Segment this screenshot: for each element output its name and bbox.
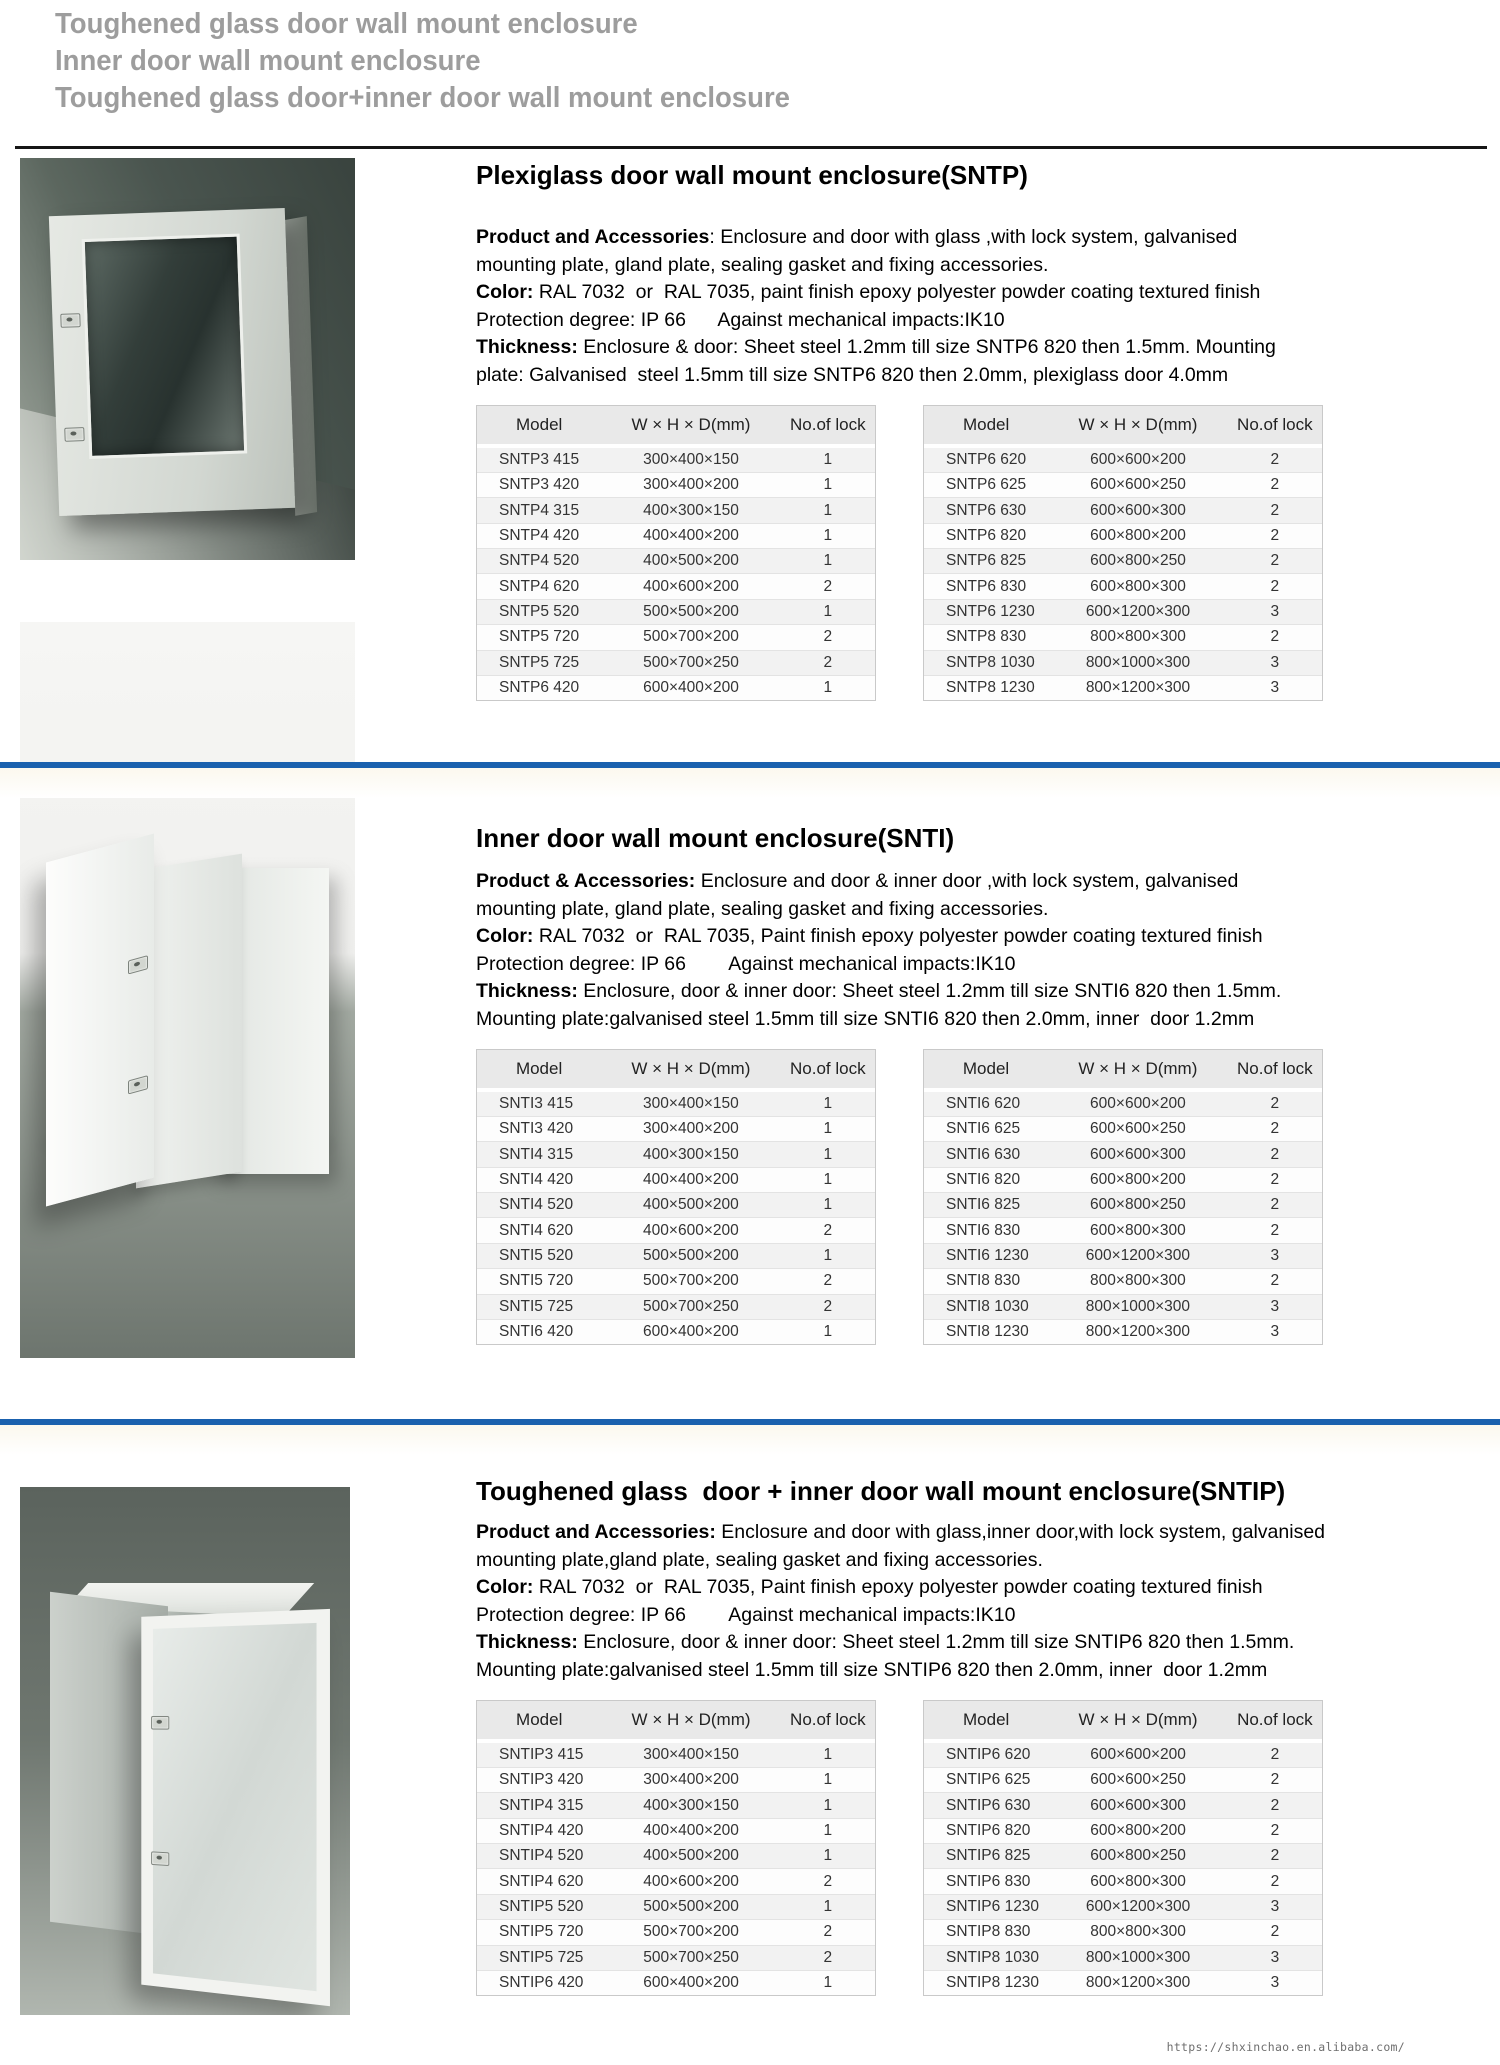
lock-cell: 2 <box>1228 1268 1322 1293</box>
lock-cell: 1 <box>781 548 875 573</box>
model-cell: SNTP4 420 <box>477 523 601 548</box>
lock-cell: 1 <box>781 1141 875 1166</box>
dims-cell: 600×800×250 <box>1048 1192 1228 1217</box>
dims-cell: 500×700×250 <box>601 1945 780 1970</box>
column-header-model: Model <box>477 1050 601 1092</box>
lock-cell: 2 <box>1228 1868 1322 1893</box>
dims-cell: 600×800×250 <box>1048 548 1227 573</box>
lock-cell: 1 <box>781 1116 875 1141</box>
dims-cell: 600×1200×300 <box>1048 1894 1227 1919</box>
section-content <box>476 1476 1492 1996</box>
model-cell: SNTP3 415 <box>499 450 580 468</box>
dims-cell: 400×500×200 <box>601 548 780 573</box>
column-header-model: Model <box>477 406 601 448</box>
model-cell: SNTI5 720 <box>477 1268 601 1293</box>
section-divider <box>0 1419 1500 1425</box>
dims-cell: 600×600×300 <box>1048 497 1227 522</box>
dims-cell: 300×400×200 <box>601 1767 780 1792</box>
lock-cell: 2 <box>1228 523 1322 548</box>
model-cell: SNTIP6 420 <box>477 1970 601 1995</box>
dims-cell: 600×600×200 <box>1090 450 1186 468</box>
description-line: mounting plate,gland plate, sealing gasket and fixing accessories. <box>476 1548 1043 1571</box>
dims-cell: 800×1000×300 <box>1048 1945 1227 1970</box>
model-cell: SNTP6 1230 <box>924 599 1048 624</box>
table-row <box>924 1970 1322 1995</box>
dims-cell: 300×400×200 <box>601 472 780 497</box>
model-cell: SNTI6 825 <box>924 1192 1048 1217</box>
column-header-model: Model <box>924 406 1048 448</box>
lock-cell: 1 <box>781 675 875 700</box>
dims-cell: 500×700×200 <box>601 1268 780 1293</box>
lock-cell: 2 <box>1228 1141 1322 1166</box>
lock-cell: 1 <box>781 1767 875 1792</box>
lock-cell: 1 <box>781 1243 875 1268</box>
lock-cell: 3 <box>1228 1319 1322 1344</box>
model-cell: SNTIP3 415 <box>499 1745 584 1763</box>
dims-cell: 800×800×300 <box>1048 1268 1228 1293</box>
model-cell: SNTI8 830 <box>924 1268 1048 1293</box>
lock-cell: 1 <box>781 599 875 624</box>
model-cell: SNTI4 620 <box>477 1217 601 1242</box>
model-cell: SNTP4 620 <box>477 573 601 598</box>
lock-cell: 1 <box>781 523 875 548</box>
description-line: Protection degree: IP 66 Against mechanical impacts:IK10 <box>476 952 1016 975</box>
model-cell: SNTI3 420 <box>477 1116 601 1141</box>
dims-cell: 500×500×200 <box>601 1243 780 1268</box>
dims-cell: 400×300×150 <box>601 1792 780 1817</box>
lock-cell: 2 <box>1270 1745 1280 1763</box>
column-header-lock: No.of lock <box>1228 406 1322 448</box>
description-line: Protection degree: IP 66 Against mechanical impacts:IK10 <box>476 308 1005 331</box>
model-cell: SNTP5 725 <box>477 650 601 675</box>
column-header-model: Model <box>924 1701 1048 1743</box>
table-row <box>477 1970 875 1995</box>
dims-cell: 400×400×200 <box>601 1167 780 1192</box>
dims-cell: 400×300×150 <box>601 1141 780 1166</box>
lock-cell: 1 <box>781 472 875 497</box>
table-row <box>924 1919 1322 1944</box>
header-line-2: Inner door wall mount enclosure <box>55 45 481 77</box>
footer <box>1167 2038 1405 2056</box>
dims-cell: 800×1000×300 <box>1048 650 1227 675</box>
model-cell: SNTIP6 830 <box>924 1868 1048 1893</box>
dims-cell: 800×1200×300 <box>1048 675 1227 700</box>
column-header-dims: W × H × D(mm) <box>601 1701 780 1743</box>
lock-cell: 1 <box>823 1094 833 1112</box>
dims-cell: 600×800×200 <box>1048 1818 1227 1843</box>
description-line: Product & Accessories: Enclosure and door & inner door ,with lock system, galvanised <box>476 870 1239 892</box>
lock-cell: 2 <box>1228 1792 1322 1817</box>
dims-cell: 500×700×200 <box>601 1919 780 1944</box>
dims-cell: 800×1200×300 <box>1048 1970 1227 1995</box>
dims-cell: 300×400×150 <box>643 450 739 468</box>
section-title: Toughened glass door + inner door wall mount enclosure(SNTIP) <box>476 1476 1286 1506</box>
lock-cell: 1 <box>823 1745 833 1763</box>
dims-cell: 600×400×200 <box>601 1970 780 1995</box>
lock-cell: 3 <box>1228 1945 1322 1970</box>
lock-cell: 1 <box>781 1167 875 1192</box>
table-row <box>924 1767 1322 1792</box>
dims-cell: 600×600×250 <box>1048 1116 1228 1141</box>
model-cell: SNTI6 420 <box>477 1319 601 1344</box>
column-header-lock: No.of lock <box>1228 1050 1322 1092</box>
lock-cell: 1 <box>781 497 875 522</box>
description-line: mounting plate, gland plate, sealing gasket and fixing accessories. <box>476 897 1049 920</box>
dims-cell: 800×1000×300 <box>1048 1294 1228 1319</box>
model-cell: SNTIP8 1030 <box>924 1945 1048 1970</box>
description-line: Product and Accessories: Enclosure and door with glass ,with lock system, galvanised <box>476 226 1238 248</box>
table-row <box>924 1843 1322 1868</box>
description-line: Color: RAL 7032 or RAL 7035, Paint finish epoxy polyester powder coating textured finish <box>476 925 1263 948</box>
lock-cell: 2 <box>1228 472 1322 497</box>
lock-cell: 1 <box>781 1970 875 1995</box>
dims-cell: 300×400×150 <box>643 1094 739 1112</box>
dims-cell: 400×600×200 <box>601 1868 780 1893</box>
lock-cell: 2 <box>1228 1116 1322 1141</box>
lock-cell: 1 <box>823 450 833 468</box>
model-cell: SNTP3 420 <box>477 472 601 497</box>
description-line: Thickness: Enclosure & door: Sheet steel 1.2mm till size SNTP6 820 then 1.5mm. Mounting <box>476 336 1276 359</box>
model-cell: SNTI3 415 <box>499 1094 574 1112</box>
lock-cell: 3 <box>1228 650 1322 675</box>
dims-cell: 600×600×250 <box>1048 1767 1227 1792</box>
model-cell: SNTI8 1230 <box>924 1319 1048 1344</box>
dims-cell: 400×600×200 <box>601 573 780 598</box>
dims-cell: 600×800×250 <box>1048 1843 1227 1868</box>
glass-door-panel <box>141 1609 330 2006</box>
dims-cell: 600×400×200 <box>601 1319 780 1344</box>
dims-cell: 600×1200×300 <box>1048 1243 1228 1268</box>
header-line-1: Toughened glass door wall mount enclosure <box>55 8 638 40</box>
model-cell: SNTI5 725 <box>477 1294 601 1319</box>
model-cell: SNTP6 420 <box>477 675 601 700</box>
table-row <box>477 1843 875 1868</box>
model-cell: SNTIP4 315 <box>477 1792 601 1817</box>
model-cell: SNTIP5 720 <box>477 1919 601 1944</box>
description-line: Color: RAL 7032 or RAL 7035, Paint finish epoxy polyester powder coating textured finish <box>476 1576 1263 1599</box>
dims-cell: 300×400×200 <box>601 1116 780 1141</box>
dims-cell: 400×300×150 <box>601 497 780 522</box>
dims-cell: 600×800×200 <box>1048 523 1227 548</box>
column-header-dims: W × H × D(mm) <box>1048 1050 1228 1092</box>
lock-cell: 3 <box>1228 1970 1322 1995</box>
dims-cell: 500×700×250 <box>601 650 780 675</box>
lock-cell: 2 <box>781 1868 875 1893</box>
column-header-dims: W × H × D(mm) <box>601 1050 780 1092</box>
section-title: Plexiglass door wall mount enclosure(SNTP) <box>476 160 1028 190</box>
model-cell: SNTIP8 1230 <box>924 1970 1048 1995</box>
lock-cell: 2 <box>781 650 875 675</box>
table-row <box>477 1767 875 1792</box>
dims-cell: 400×500×200 <box>601 1843 780 1868</box>
table-row <box>477 1743 875 1767</box>
dims-cell: 400×600×200 <box>601 1217 780 1242</box>
footer-url-link[interactable]: https://shxinchao.en.alibaba.com/ <box>1166 2040 1405 2054</box>
table-row <box>477 1792 875 1817</box>
table-row <box>477 1894 875 1919</box>
dims-cell: 600×800×200 <box>1048 1167 1228 1192</box>
description-line: Thickness: Enclosure, door & inner door: Sheet steel 1.2mm till size SNTIP6 820 then 1.5mm. <box>476 1631 1295 1654</box>
model-cell: SNTI8 1030 <box>924 1294 1048 1319</box>
model-cell: SNTIP3 420 <box>477 1767 601 1792</box>
model-cell: SNTP6 625 <box>924 472 1048 497</box>
column-header-dims: W × H × D(mm) <box>601 406 780 448</box>
column-header-lock: No.of lock <box>781 406 875 448</box>
lock-cell: 1 <box>781 1319 875 1344</box>
dims-cell: 600×600×200 <box>1090 1745 1186 1763</box>
header-line-3: Toughened glass door+inner door wall mount enclosure <box>55 82 791 114</box>
column-header-lock: No.of lock <box>781 1050 875 1092</box>
spec-tables <box>476 1700 1492 1997</box>
dims-cell: 600×600×300 <box>1048 1792 1227 1817</box>
lock-cell: 2 <box>1228 573 1322 598</box>
section-divider <box>0 762 1500 768</box>
lock-cell: 3 <box>1228 675 1322 700</box>
table-row <box>477 1945 875 1970</box>
model-cell: SNTP6 825 <box>924 548 1048 573</box>
table-header-row <box>924 1701 1322 1743</box>
lock-cell: 2 <box>1228 548 1322 573</box>
description-line: Color: RAL 7032 or RAL 7035, paint finish epoxy polyester powder coating textured finish <box>476 281 1261 304</box>
description-line: Product and Accessories: Enclosure and door with glass,inner door,with lock system, galvanised <box>476 1521 1326 1543</box>
model-cell: SNTI6 1230 <box>924 1243 1048 1268</box>
dims-cell: 400×400×200 <box>601 1818 780 1843</box>
model-cell: SNTI6 620 <box>946 1094 1021 1112</box>
lock-cell: 1 <box>781 1818 875 1843</box>
model-cell: SNTI4 315 <box>477 1141 601 1166</box>
dims-cell: 600×400×200 <box>601 675 780 700</box>
model-cell: SNTP8 1230 <box>924 675 1048 700</box>
description-line: Mounting plate:galvanised steel 1.5mm till size SNTIP6 820 then 2.0mm, inner door 1.2mm <box>476 1658 1268 1681</box>
model-cell: SNTIP8 830 <box>924 1919 1048 1944</box>
column-header-lock: No.of lock <box>1228 1701 1322 1743</box>
model-cell: SNTP8 1030 <box>924 650 1048 675</box>
spec-table <box>923 1700 1323 1997</box>
product-image-sntip-glass-inner-door-enclosure <box>20 1487 350 2015</box>
model-cell: SNTIP4 420 <box>477 1818 601 1843</box>
dims-cell: 600×1200×300 <box>1048 599 1227 624</box>
column-header-lock: No.of lock <box>781 1701 875 1743</box>
lock-cell: 2 <box>1270 450 1280 468</box>
lock-cell: 2 <box>1228 1818 1322 1843</box>
lock-cell: 2 <box>781 1945 875 1970</box>
lock-cell: 2 <box>1228 1192 1322 1217</box>
lock-cell: 2 <box>781 624 875 649</box>
column-header-model: Model <box>924 1050 1048 1092</box>
table-row <box>477 1868 875 1893</box>
model-cell: SNTP6 630 <box>924 497 1048 522</box>
model-cell: SNTI6 630 <box>924 1141 1048 1166</box>
table-header-row <box>477 1701 875 1743</box>
model-cell: SNTI4 420 <box>477 1167 601 1192</box>
model-cell: SNTIP5 725 <box>477 1945 601 1970</box>
dims-cell: 800×800×300 <box>1048 1919 1227 1944</box>
lock-cell: 2 <box>1228 1767 1322 1792</box>
lock-cell: 1 <box>781 1894 875 1919</box>
lock-cell: 2 <box>1228 624 1322 649</box>
lock-cell: 1 <box>781 1792 875 1817</box>
table-row <box>924 1868 1322 1893</box>
lock-cell: 2 <box>781 573 875 598</box>
model-cell: SNTP5 520 <box>477 599 601 624</box>
lock-cell: 2 <box>781 1919 875 1944</box>
dims-cell: 600×600×200 <box>1090 1094 1186 1112</box>
table-row <box>477 1818 875 1843</box>
model-cell: SNTIP6 820 <box>924 1818 1048 1843</box>
model-cell: SNTI6 625 <box>924 1116 1048 1141</box>
lock-cell: 2 <box>1228 1843 1322 1868</box>
lock-cell: 1 <box>781 1843 875 1868</box>
table-row <box>924 1792 1322 1817</box>
dims-cell: 400×500×200 <box>601 1192 780 1217</box>
model-cell: SNTP8 830 <box>924 624 1048 649</box>
dims-cell: 500×500×200 <box>601 599 780 624</box>
model-cell: SNTIP5 520 <box>477 1894 601 1919</box>
model-cell: SNTP6 830 <box>924 573 1048 598</box>
dims-cell: 300×400×150 <box>643 1745 739 1763</box>
lock-cell: 3 <box>1228 1894 1322 1919</box>
dims-cell: 600×600×300 <box>1048 1141 1228 1166</box>
dims-cell: 800×800×300 <box>1048 624 1227 649</box>
dims-cell: 400×400×200 <box>601 523 780 548</box>
model-cell: SNTP6 820 <box>924 523 1048 548</box>
lock-cell: 3 <box>1228 1243 1322 1268</box>
description-line: Protection degree: IP 66 Against mechanical impacts:IK10 <box>476 1603 1016 1626</box>
model-cell: SNTI4 520 <box>477 1192 601 1217</box>
model-cell: SNTP5 720 <box>477 624 601 649</box>
lock-cell: 2 <box>1228 497 1322 522</box>
lock-cell: 2 <box>781 1294 875 1319</box>
section-title: Inner door wall mount enclosure(SNTI) <box>476 823 955 853</box>
spec-table <box>476 1700 876 1997</box>
table-row <box>924 1945 1322 1970</box>
dims-cell: 500×500×200 <box>601 1894 780 1919</box>
lock-icon <box>151 1851 169 1866</box>
model-cell: SNTP6 620 <box>946 450 1027 468</box>
dims-cell: 500×700×250 <box>601 1294 780 1319</box>
lock-cell: 2 <box>1228 1217 1322 1242</box>
dims-cell: 800×1200×300 <box>1048 1319 1228 1344</box>
model-cell: SNTIP6 630 <box>924 1792 1048 1817</box>
model-cell: SNTIP6 625 <box>924 1767 1048 1792</box>
lock-cell: 2 <box>1270 1094 1280 1112</box>
description-line: mounting plate, gland plate, sealing gasket and fixing accessories. <box>476 253 1049 276</box>
table-row <box>477 1919 875 1944</box>
model-cell: SNTIP4 520 <box>477 1843 601 1868</box>
model-cell: SNTI5 520 <box>477 1243 601 1268</box>
model-cell: SNTIP6 1230 <box>924 1894 1048 1919</box>
lock-cell: 2 <box>781 1217 875 1242</box>
lock-cell: 2 <box>1228 1167 1322 1192</box>
dims-cell: 500×700×200 <box>601 624 780 649</box>
lock-icon <box>151 1716 169 1730</box>
dims-cell: 600×800×300 <box>1048 1868 1227 1893</box>
column-header-model: Model <box>477 1701 601 1743</box>
section-description <box>476 1519 1492 1685</box>
model-cell: SNTI6 830 <box>924 1217 1048 1242</box>
table-row <box>924 1818 1322 1843</box>
dims-cell: 600×800×300 <box>1048 573 1227 598</box>
lock-cell: 2 <box>1228 1919 1322 1944</box>
description-line: Mounting plate:galvanised steel 1.5mm till size SNTI6 820 then 2.0mm, inner door 1.2mm <box>476 1007 1255 1030</box>
description-line: plate: Galvanised steel 1.5mm till size SNTP6 820 then 2.0mm, plexiglass door 4.0mm <box>476 363 1229 386</box>
lock-cell: 2 <box>781 1268 875 1293</box>
model-cell: SNTP4 520 <box>477 548 601 573</box>
table-row <box>924 1743 1322 1767</box>
model-cell: SNTIP6 825 <box>924 1843 1048 1868</box>
description-line: Thickness: Enclosure, door & inner door: Sheet steel 1.2mm till size SNTI6 820 then 1.5mm. <box>476 980 1282 1003</box>
model-cell: SNTP4 315 <box>477 497 601 522</box>
lock-cell: 3 <box>1228 1294 1322 1319</box>
dims-cell: 600×800×300 <box>1048 1217 1228 1242</box>
lock-cell: 1 <box>781 1192 875 1217</box>
lock-cell: 3 <box>1228 599 1322 624</box>
dims-cell: 600×600×250 <box>1048 472 1227 497</box>
model-cell: SNTI6 820 <box>924 1167 1048 1192</box>
column-header-dims: W × H × D(mm) <box>1048 406 1227 448</box>
table-row <box>924 1894 1322 1919</box>
model-cell: SNTIP6 620 <box>946 1745 1031 1763</box>
column-header-dims: W × H × D(mm) <box>1048 1701 1227 1743</box>
model-cell: SNTIP4 620 <box>477 1868 601 1893</box>
